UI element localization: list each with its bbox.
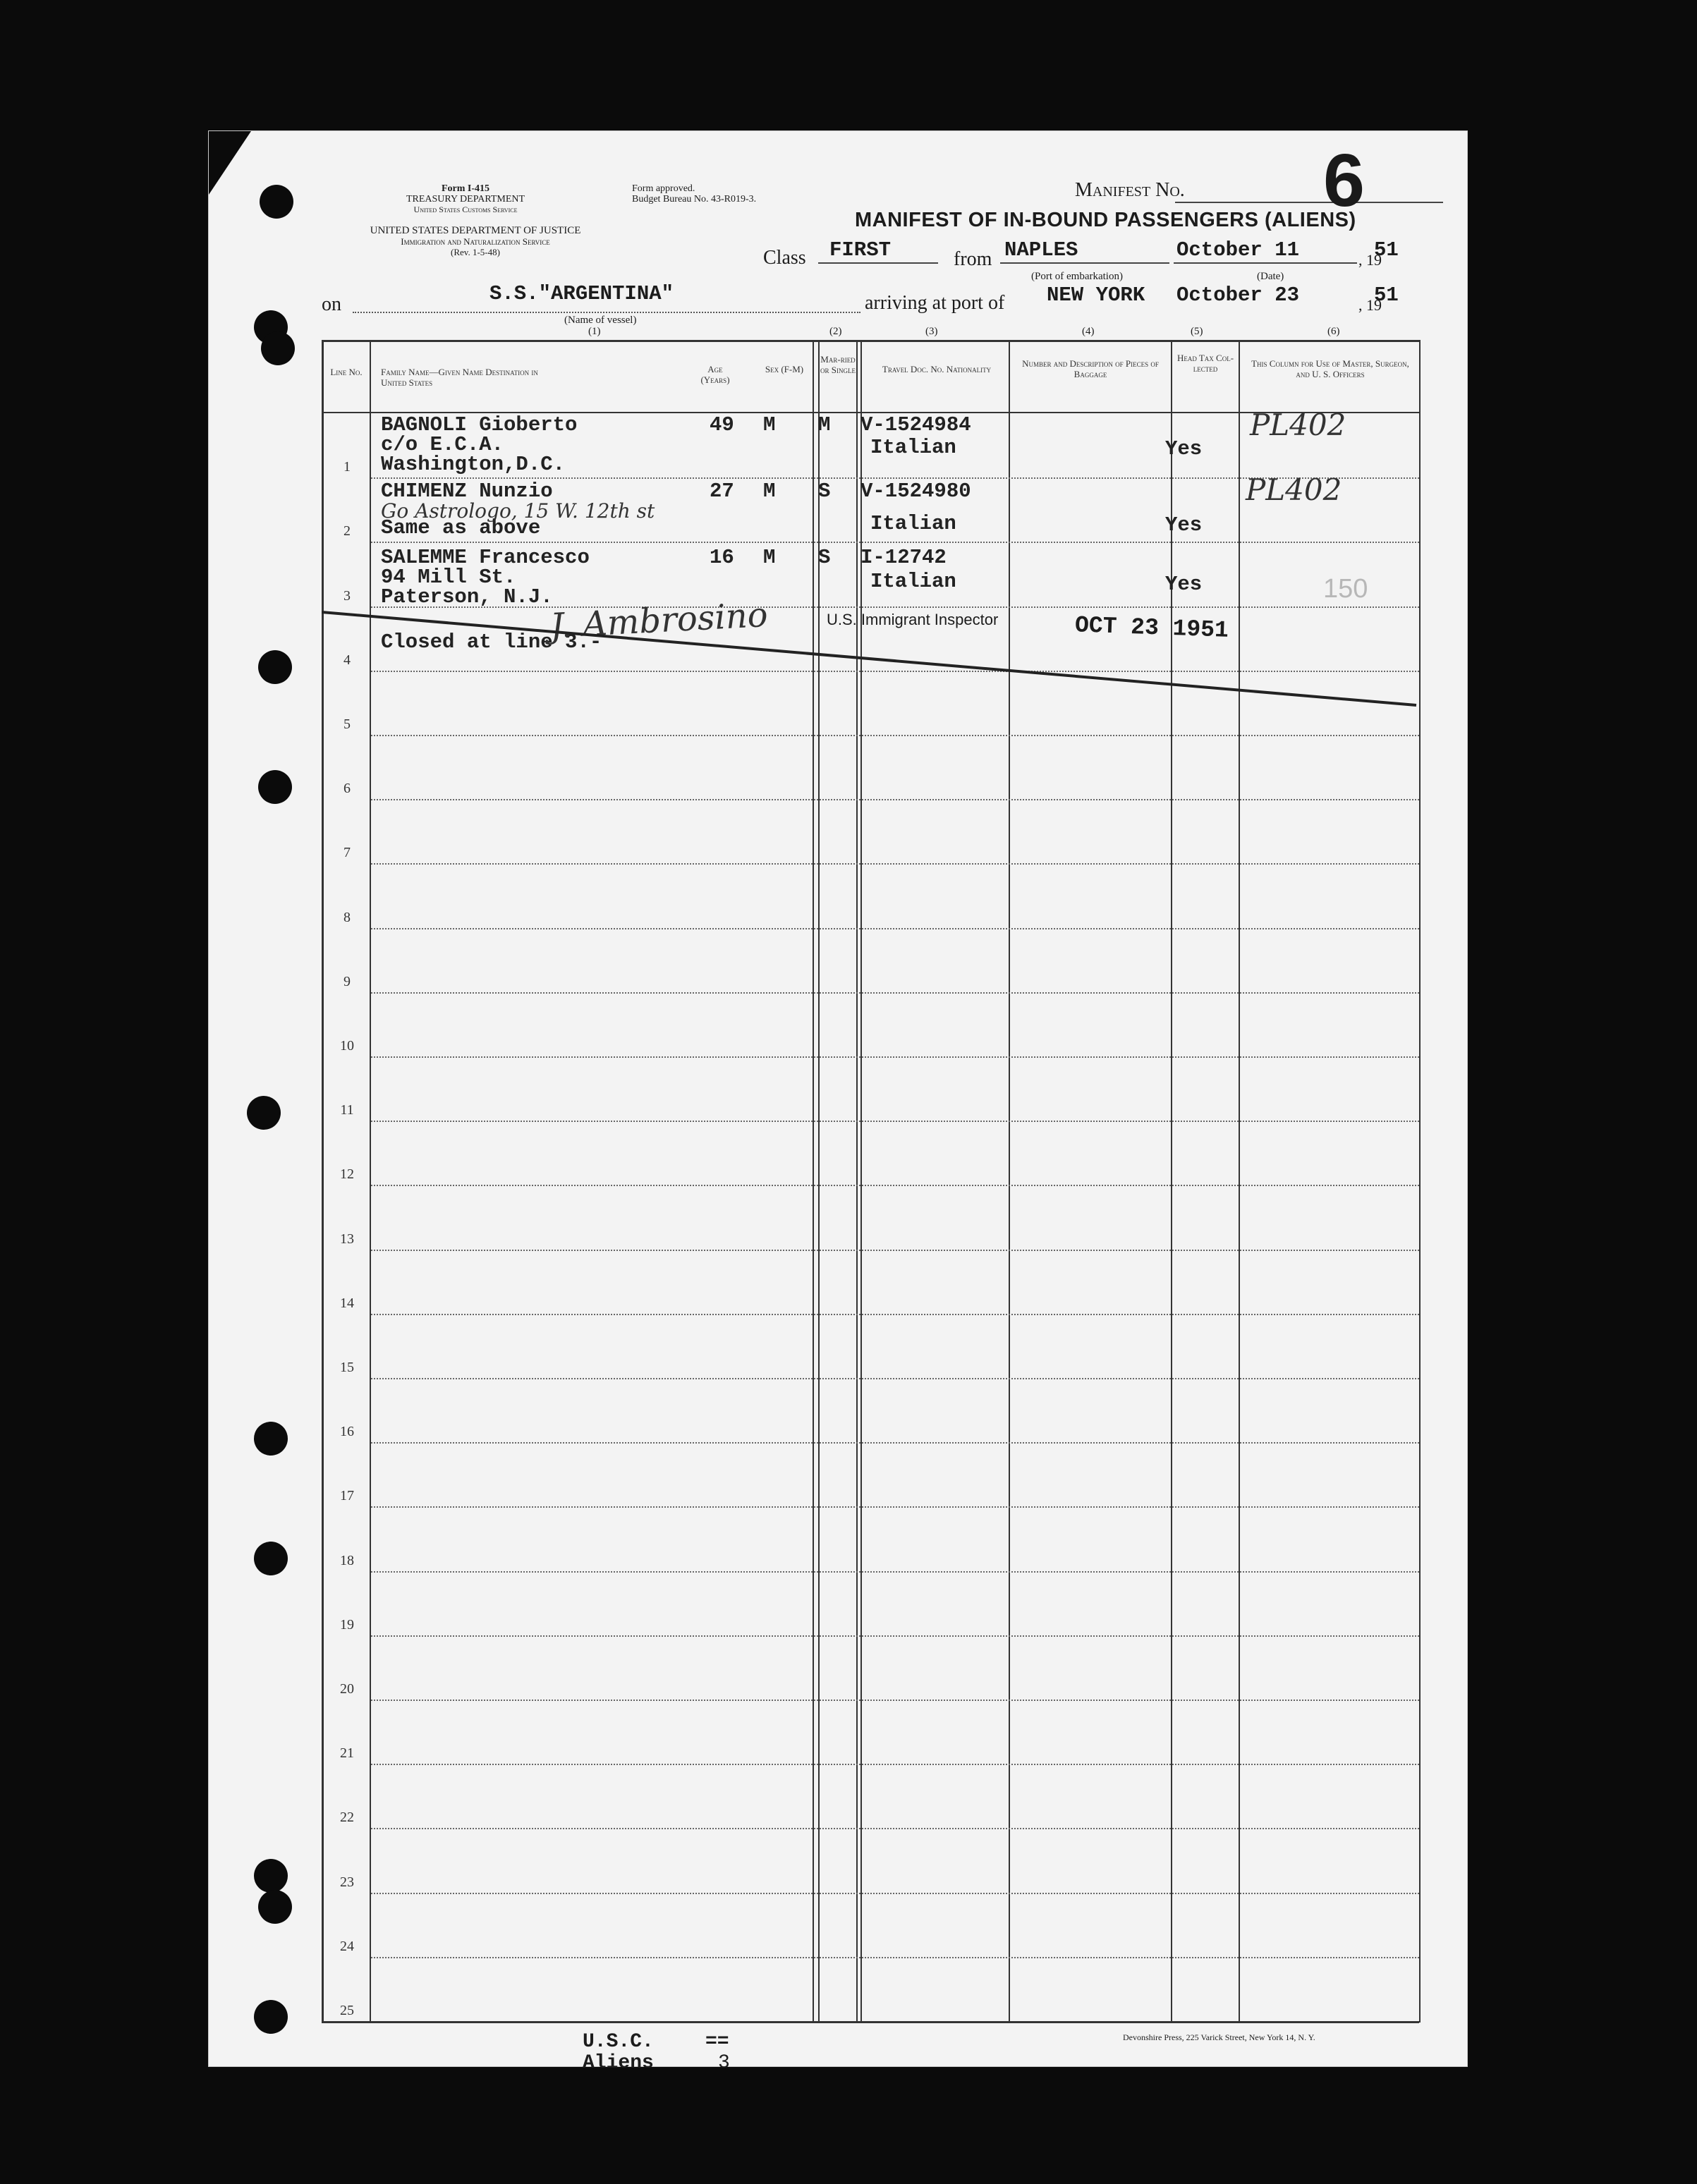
line-number: 23 bbox=[340, 1874, 354, 1890]
row-rule bbox=[371, 1121, 1419, 1122]
departure-year: 51 bbox=[1374, 238, 1399, 262]
header-travel-doc: Travel Doc. No. Nationality bbox=[882, 364, 992, 374]
header-sex: Sex (F-M) bbox=[765, 364, 804, 374]
form-header-left bbox=[395, 183, 536, 215]
passenger-marital: S bbox=[818, 546, 831, 569]
arrival-date: October 23 bbox=[1176, 283, 1300, 307]
header-baggage: Number and Description of Pieces of Baggage bbox=[1022, 358, 1159, 379]
from-rule bbox=[1000, 262, 1169, 264]
line-number: 6 bbox=[343, 781, 351, 797]
dep-date-rule bbox=[1174, 262, 1357, 264]
row-rule bbox=[371, 1700, 1419, 1701]
row-rule bbox=[371, 1442, 1419, 1444]
arrival-port: NEW YORK bbox=[1047, 283, 1145, 307]
from-value: NAPLES bbox=[1004, 238, 1078, 262]
passenger-destination-city: Paterson, N.J. bbox=[381, 585, 553, 609]
binder-hole bbox=[258, 770, 292, 804]
header-head-tax: Head Tax Col-lected bbox=[1176, 353, 1234, 374]
row-rule bbox=[371, 735, 1419, 736]
row-rule bbox=[371, 1314, 1419, 1315]
arrival-year: 51 bbox=[1374, 283, 1399, 307]
line-number: 19 bbox=[340, 1616, 354, 1633]
line-number: 5 bbox=[343, 716, 351, 732]
form-approval bbox=[632, 183, 756, 205]
line-number: 13 bbox=[340, 1231, 354, 1247]
binder-hole bbox=[254, 1422, 288, 1456]
col-num-5: (5) bbox=[1191, 326, 1203, 337]
line-number: 7 bbox=[343, 845, 351, 861]
header-name: Family Name—Given Name Destination in United States bbox=[381, 367, 538, 388]
date-caption: (Date) bbox=[1257, 271, 1284, 282]
col-num-6: (6) bbox=[1327, 326, 1340, 337]
row-rule bbox=[371, 1893, 1419, 1894]
passenger-head-tax: Yes bbox=[1165, 513, 1203, 537]
from-label: from bbox=[954, 248, 992, 270]
aliens-label: Aliens bbox=[583, 2052, 654, 2074]
line-number: 18 bbox=[340, 1552, 354, 1568]
vessel-name: S.S."ARGENTINA" bbox=[489, 282, 674, 305]
officer-note: 150 bbox=[1323, 574, 1368, 604]
row-rule bbox=[371, 1571, 1419, 1573]
line-number: 15 bbox=[340, 1360, 354, 1375]
passenger-age: 27 bbox=[710, 480, 734, 503]
line-number: 2 bbox=[343, 523, 351, 539]
customs-service: United States Customs Service bbox=[413, 205, 518, 214]
passenger-name: CHIMENZ Nunzio bbox=[381, 480, 553, 503]
ins-service: Immigration and Naturalization Service bbox=[401, 236, 550, 247]
manifest-no-rule bbox=[1175, 202, 1443, 203]
binder-hole bbox=[254, 1859, 288, 1893]
aliens-count: 3 bbox=[718, 2052, 730, 2074]
passenger-sex: M bbox=[763, 546, 776, 569]
inspector-signature: J. Ambrosino bbox=[549, 594, 769, 647]
port-embark-caption: (Port of embarkation) bbox=[1031, 271, 1123, 282]
passenger-nationality: Italian bbox=[870, 570, 956, 593]
binder-hole bbox=[260, 185, 293, 219]
passenger-travel-doc: V-1524980 bbox=[860, 480, 971, 503]
header-age: Age (Years) bbox=[700, 364, 730, 385]
officer-note: PL402 bbox=[1250, 408, 1346, 442]
line-number: 16 bbox=[340, 1424, 354, 1440]
on-label: on bbox=[322, 293, 341, 315]
binder-hole bbox=[254, 1542, 288, 1575]
passenger-destination: Go Astrologo, 15 W. 12th st bbox=[381, 499, 655, 523]
passenger-marital: M bbox=[818, 413, 831, 437]
torn-corner bbox=[209, 131, 251, 195]
binder-hole bbox=[254, 2000, 288, 2034]
row-rule bbox=[371, 992, 1419, 994]
inspection-stamp-date: OCT 23 1951 bbox=[1074, 612, 1229, 644]
form-header-justice bbox=[320, 226, 631, 257]
line-number: 12 bbox=[340, 1166, 354, 1183]
binder-hole bbox=[258, 650, 292, 684]
line-number: 8 bbox=[343, 909, 351, 925]
inspector-title: U.S. Immigrant Inspector bbox=[827, 611, 999, 628]
row-rule bbox=[371, 1056, 1419, 1058]
col-num-4: (4) bbox=[1082, 326, 1095, 337]
line-number: 3 bbox=[343, 587, 351, 604]
line-number: 20 bbox=[340, 1681, 354, 1697]
officer-note: PL402 bbox=[1246, 472, 1342, 507]
class-value: FIRST bbox=[829, 238, 892, 262]
vessel-caption: (Name of vessel) bbox=[564, 315, 637, 326]
usc-label: U.S.C. bbox=[583, 2031, 654, 2053]
manifest-no-label: Manifest No. bbox=[1075, 179, 1185, 201]
line-number: 22 bbox=[340, 1810, 354, 1826]
col-num-1: (1) bbox=[588, 326, 601, 337]
row-rule bbox=[371, 1635, 1419, 1637]
line-number: 4 bbox=[343, 652, 351, 668]
row-rule bbox=[371, 863, 1419, 865]
passenger-travel-doc: V-1524984 bbox=[860, 413, 971, 437]
header-married: Mar-ried or Single bbox=[820, 354, 856, 375]
row-rule bbox=[371, 1957, 1419, 1958]
treasury-dept: TREASURY DEPARTMENT bbox=[406, 194, 525, 205]
passenger-travel-doc: I-12742 bbox=[860, 546, 947, 569]
passenger-destination: c/o E.C.A. bbox=[381, 433, 504, 456]
row-rule bbox=[371, 799, 1419, 800]
row-rule bbox=[371, 1828, 1419, 1829]
passenger-nationality: Italian bbox=[870, 512, 956, 535]
line-number: 10 bbox=[340, 1038, 354, 1054]
line-number: 17 bbox=[340, 1488, 354, 1504]
binder-hole bbox=[258, 1890, 292, 1924]
revision: (Rev. 1-5-48) bbox=[451, 247, 500, 257]
passenger-destination: 94 Mill St. bbox=[381, 566, 516, 589]
passenger-sex: M bbox=[763, 413, 776, 437]
row-rule bbox=[371, 1506, 1419, 1508]
page-title: MANIFEST OF IN-BOUND PASSENGERS (ALIENS) bbox=[855, 209, 1356, 231]
justice-dept: UNITED STATES DEPARTMENT OF JUSTICE bbox=[370, 225, 581, 236]
passenger-sex: M bbox=[763, 480, 776, 503]
line-number: 25 bbox=[340, 2003, 354, 2018]
line-number: 11 bbox=[340, 1102, 354, 1118]
row-rule bbox=[371, 542, 1419, 543]
cancellation-line bbox=[322, 604, 1422, 709]
binder-hole bbox=[247, 1096, 281, 1130]
passenger-destination-city: Same as above bbox=[381, 516, 541, 539]
form-number: Form I-415 bbox=[441, 183, 490, 194]
passenger-destination-city: Washington,D.C. bbox=[381, 453, 566, 476]
passenger-head-tax: Yes bbox=[1165, 573, 1203, 596]
closed-at-line: Closed at line 3.- bbox=[381, 630, 602, 654]
manifest-number: 6 bbox=[1323, 139, 1365, 222]
class-label: Class bbox=[763, 247, 806, 269]
row-rule bbox=[371, 1378, 1419, 1379]
line-number: 24 bbox=[340, 1938, 354, 1954]
passenger-head-tax: Yes bbox=[1165, 437, 1203, 460]
arriving-label: arriving at port of bbox=[865, 292, 1005, 314]
col-num-3: (3) bbox=[925, 326, 938, 337]
line-number: 9 bbox=[343, 973, 351, 989]
passenger-marital: S bbox=[818, 480, 831, 503]
col-num-2: (2) bbox=[829, 326, 842, 337]
row-rule bbox=[371, 1250, 1419, 1251]
passenger-age: 49 bbox=[710, 413, 734, 437]
class-rule bbox=[818, 262, 938, 264]
printer-imprint: Devonshire Press, 225 Varick Street, New York 14, N. Y. bbox=[1123, 2032, 1315, 2042]
usc-value: == bbox=[705, 2031, 729, 2053]
passenger-age: 16 bbox=[710, 546, 734, 569]
vessel-rule bbox=[353, 312, 860, 313]
row-rule bbox=[371, 928, 1419, 929]
arr-year-prefix: , 19 bbox=[1358, 296, 1382, 314]
form-approved: Form approved. bbox=[632, 183, 695, 194]
passenger-name: SALEMME Francesco bbox=[381, 546, 590, 569]
dep-year-prefix: , 19 bbox=[1358, 251, 1382, 269]
passenger-nationality: Italian bbox=[870, 436, 956, 459]
passenger-name: BAGNOLI Gioberto bbox=[381, 413, 578, 437]
row-rule bbox=[371, 1185, 1419, 1186]
line-number: 21 bbox=[340, 1745, 354, 1762]
line-number: 14 bbox=[340, 1295, 354, 1311]
row-rule bbox=[371, 1764, 1419, 1765]
binder-hole bbox=[261, 331, 295, 365]
header-officers: This Column for Use of Master, Surgeon, and U. S. Officers bbox=[1251, 358, 1409, 379]
header-line-no: Line No. bbox=[330, 367, 363, 377]
budget-bureau: Budget Bureau No. 43-R019-3. bbox=[632, 194, 757, 205]
line-number: 1 bbox=[343, 459, 351, 475]
departure-date: October 11 bbox=[1176, 238, 1300, 262]
